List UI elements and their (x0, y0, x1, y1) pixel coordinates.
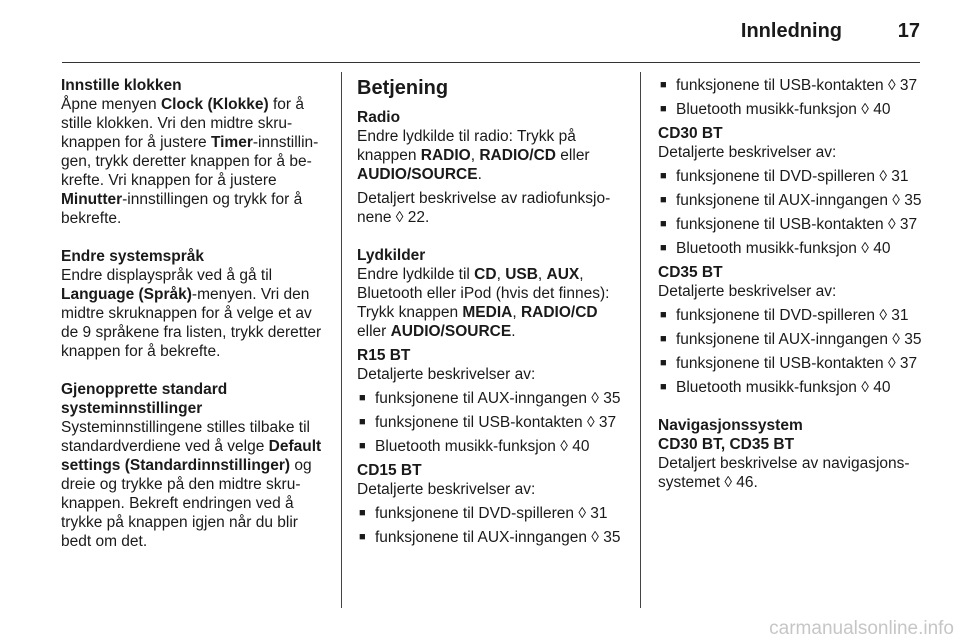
list-item: ■ funksjonene til AUX-inngangen ◊ 35 (658, 330, 923, 349)
heading: Lydkilder (357, 247, 426, 264)
paragraph: Detaljerte beskrivelser av: (658, 144, 837, 161)
chapter-heading: Betjening (357, 77, 449, 99)
paragraph: Detaljert beskrivelse av navigasjons-systemet ◊ 46. (658, 455, 910, 491)
page-header (62, 0, 920, 63)
heading: Innstille klokken (61, 77, 182, 94)
section-navigation (658, 416, 923, 492)
list-item: ■ funksjonene til USB-kontakten ◊ 37 (658, 354, 923, 373)
section-cd30bt (658, 124, 923, 258)
section-system-language (61, 247, 327, 361)
paragraph: Systeminnstillingene stilles tilbake til standardverdiene ved å velge Default settings (Standardinnstillinger) og dreie og trykke på den midtre skru-knappen. Bekreft endringen ved å trykke på knappen igjen når du blir bedt om det. (61, 419, 322, 550)
section-cd15bt (357, 461, 627, 547)
heading: Navigasjonssystem (658, 417, 803, 434)
heading: systeminnstillinger (61, 400, 203, 417)
heading: R15 BT (357, 347, 411, 364)
section-audio-sources (357, 246, 627, 341)
section-restore-defaults (61, 380, 327, 551)
list-item: ■ funksjonene til DVD-spilleren ◊ 31 (658, 306, 923, 325)
heading: Gjenopprette standard (61, 381, 228, 398)
heading: Endre systemspråk (61, 248, 205, 265)
list-item: ■ funksjonene til AUX-inngangen ◊ 35 (658, 191, 923, 210)
list-item: ■ Bluetooth musikk-funksjon ◊ 40 (658, 239, 923, 258)
column-divider (341, 72, 342, 608)
section-continued-list (658, 76, 923, 119)
heading: Radio (357, 109, 401, 126)
list-item: ■ Bluetooth musikk-funksjon ◊ 40 (658, 378, 923, 397)
paragraph: Endre lydkilde til radio: Trykk på knappen RADIO, RADIO/CD eller AUDIO/SOURCE. (357, 128, 590, 183)
paragraph: Detaljert beskrivelse av radiofunksjo-nene ◊ 22. (357, 190, 611, 226)
list-item: ■ funksjonene til DVD-spilleren ◊ 31 (357, 504, 627, 523)
section-set-clock (61, 76, 327, 228)
paragraph: Endre lydkilde til CD, USB, AUX, Bluetooth eller iPod (hvis det finnes): Trykk knappen MEDIA, RADIO/CD eller AUDIO/SOURCE. (357, 266, 610, 340)
watermark: carmanualsonline.info (769, 618, 954, 639)
list-item: ■ funksjonene til AUX-inngangen ◊ 35 (357, 528, 627, 547)
paragraph: Detaljerte beskrivelser av: (658, 283, 837, 300)
heading: CD35 BT (658, 264, 723, 281)
paragraph: Detaljerte beskrivelser av: (357, 481, 536, 498)
column-1 (61, 76, 327, 570)
column-3 (658, 72, 923, 492)
list-item: ■ funksjonene til DVD-spilleren ◊ 31 (658, 167, 923, 186)
heading: CD30 BT (658, 125, 723, 142)
section-title: Innledning (740, 20, 842, 42)
subheading: CD30 BT, CD35 BT (658, 436, 795, 453)
paragraph: Åpne menyen Clock (Klokke) for å stille klokken. Vri den midtre skru-knappen for å justere Timer-innstillin-gen, trykk deretter knappen for å be-krefte. Vri knappen for å justere Minutter-innstillingen og trykk for å bekrefte. (61, 96, 319, 227)
section-r15bt (357, 346, 627, 456)
heading: CD15 BT (357, 462, 422, 479)
list-item: ■ Bluetooth musikk-funksjon ◊ 40 (658, 100, 923, 119)
list-item: ■ funksjonene til USB-kontakten ◊ 37 (658, 215, 923, 234)
list-item: ■ funksjonene til AUX-inngangen ◊ 35 (357, 389, 627, 408)
paragraph: Detaljerte beskrivelser av: (357, 366, 536, 383)
column-2 (357, 76, 627, 547)
list-item: ■ Bluetooth musikk-funksjon ◊ 40 (357, 437, 627, 456)
column-divider (640, 72, 641, 608)
paragraph: Endre displayspråk ved å gå til Language (Språk)-menyen. Vri den midtre skruknappen for å velge et av de 9 språkene fra listen, trykk deretter knappen for å bekrefte. (61, 267, 322, 360)
list-item: ■ funksjonene til USB-kontakten ◊ 37 (658, 76, 923, 95)
page-number: 17 (897, 20, 920, 42)
list-item: ■ funksjonene til USB-kontakten ◊ 37 (357, 413, 627, 432)
section-radio (357, 108, 627, 227)
section-cd35bt (658, 263, 923, 397)
